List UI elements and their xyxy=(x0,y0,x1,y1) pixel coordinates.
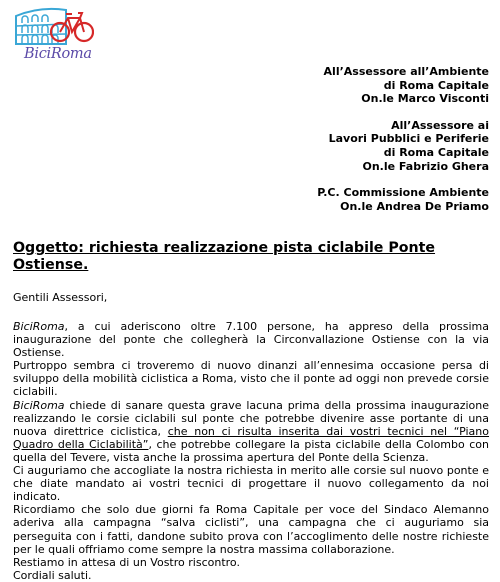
paragraph-request xyxy=(13,399,489,464)
paragraph-hope: Ci auguriamo che accogliate la nostra richiesta in merito alle corsie sul nuovo ponte e che diate mandato ai vostri tecnici di progettare il nuovo collegamento da noi indicato. xyxy=(13,464,489,504)
underlined-remark: che non ci risulta inserita dai vostri tecnici nel “Piano Quadro della Ciclabilità” xyxy=(13,424,490,451)
logo-text: BiciRoma xyxy=(24,46,92,62)
paragraph-problem: Purtroppo sembra ci troveremo di nuovo dinanzi all’ennesima occasione persa di sviluppo della mobilità ciclistica a Roma, visto che il ponte ad oggi non prevede corsie ciclabili. xyxy=(13,359,489,399)
recipients-block xyxy=(317,65,489,226)
colosseum-bicycle-icon xyxy=(10,2,94,48)
org-name: BiciRoma xyxy=(13,398,65,412)
biciroma-logo xyxy=(10,2,94,68)
recipient-line: On.le Marco Visconti xyxy=(361,92,489,106)
org-name: BiciRoma xyxy=(13,320,65,333)
recipient-line: On.le Andrea De Priamo xyxy=(340,199,489,213)
letter-subject: Oggetto: richiesta realizzazione pista ciclabile Ponte Ostiense. xyxy=(13,240,436,273)
recipient-line: Lavori Pubblici e Periferie xyxy=(328,132,489,146)
recipient-line: All’Assessore all’Ambiente xyxy=(323,65,489,78)
recipient-line: All’Assessore ai xyxy=(391,118,489,132)
paragraph-intro xyxy=(13,320,489,359)
recipient-environment xyxy=(317,65,489,106)
paragraph-campaign: Ricordiamo che solo due giorni fa Roma Capitale per voce del Sindaco Alemanno aderiva alla campagna “salva ciclisti”, una campagna che ci auguriamo sia perseguita con i fatti, dandone subito prova con l’accoglimento delle nostre richieste per le quali offriamo come sempre la nostra massima collaborazione. xyxy=(13,503,489,556)
recipient-public-works xyxy=(317,119,489,173)
paragraph-waiting: Restiamo in attesa di un Vostro riscontro. xyxy=(13,555,240,569)
recipient-cc-commission xyxy=(317,186,489,213)
recipient-line: On.le Fabrizio Ghera xyxy=(362,159,489,173)
paragraph-text: chiede di sanare questa grave lacuna prima della prossima inaugurazione realizzando le corsie ciclabili sul ponte che potrebbe divenire asse portante di una nuova direttrice ciclistica, xyxy=(13,398,489,438)
letter-greeting: Gentili Assessori, xyxy=(13,291,108,304)
recipient-line: di Roma Capitale xyxy=(383,78,489,92)
recipient-line: P.C. Commissione Ambiente xyxy=(317,186,489,200)
paragraph-text: , a cui aderiscono oltre 7.100 persone, ha appreso della prossima inaugurazione del ponte che collegherà la Circonvallazione Ostiense con la via Ostiense. xyxy=(13,320,489,360)
paragraph-text: , che potrebbe collegare la pista ciclabile della Colombo con quella del Tevere, vista anche la prossima apertura del Ponte della Scienza. xyxy=(13,437,489,464)
paragraph-closing: Cordiali saluti. xyxy=(13,568,92,582)
letter-body xyxy=(13,320,489,582)
recipient-line: di Roma Capitale xyxy=(383,145,489,159)
